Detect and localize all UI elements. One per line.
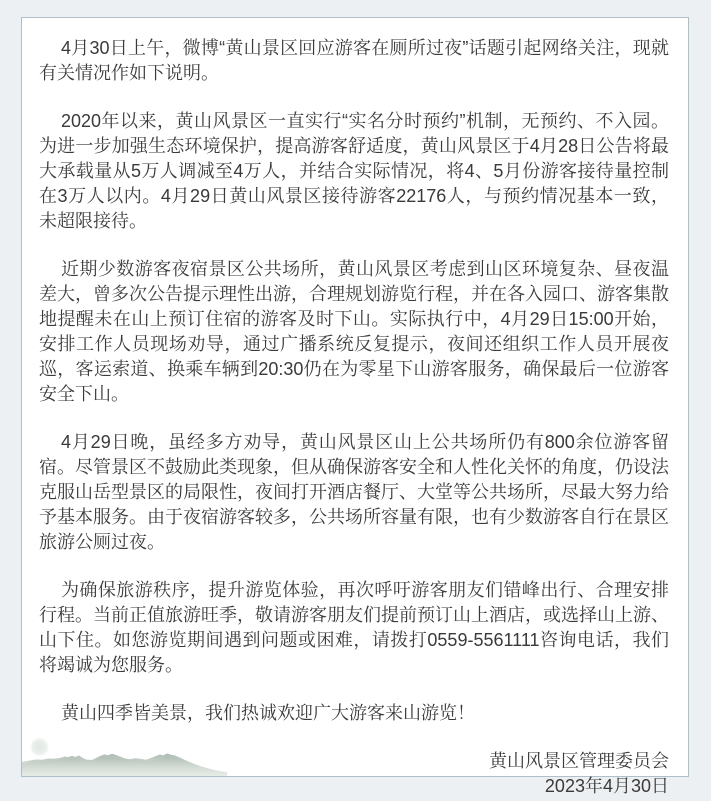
announcement-paragraph: 2020年以来，黄山风景区一直实行“实名分时预约”机制，无预约、不入园。为进一步加强生态环境保护，提高游客舒适度，黄山风景区于4月28日公告将最大承载量从5万人调减至4万人，并结合实际情况，将4、5月份游客接待量控制在3万人以内。4月29日黄山风景区接待游客22176人，与预约情况基本一致，未超限接待。 xyxy=(39,111,669,231)
announcement-paragraph: 近期少数游客夜宿景区公共场所，黄山风景区考虑到山区环境复杂、昼夜温差大，曾多次公告提示理性出游，合理规划游览行程，并在各入园口、游客集散地提醒未在山上预订住宿的游客及时下山。实际执行中，4月29日15:00开始，安排工作人员现场劝导，通过广播系统反复提示，夜间还组织工作人员开展夜巡，客运索道、换乘车辆到20:30仍在为零星下山游客服务，确保最后一位游客安全下山。 xyxy=(39,259,669,404)
signature-org: 黄山风景区管理委员会 xyxy=(489,751,669,771)
announcement-paragraph: 4月30日上午，微博“黄山景区回应游客在厕所过夜”话题引起网络关注，现就有关情况作如下说明。 xyxy=(39,38,669,83)
announcement-panel xyxy=(21,17,689,796)
announcement-paragraph: 黄山四季皆美景，我们热诚欢迎广大游客来山游览！ xyxy=(61,703,475,723)
announcement-paragraph: 为确保旅游秩序，提升游览体验，再次呼吁游客朋友们错峰出行、合理安排行程。当前正值旅游旺季，敬请游客朋友们提前预订山上酒店，或选择山上游、山下住。如您游览期间遇到问题或困难，请拨打0559-5561111咨询电话，我们将竭诚为您服务。 xyxy=(39,580,669,675)
signature-date: 2023年4月30日 xyxy=(544,776,669,796)
signature-block xyxy=(39,749,669,799)
announcement-paragraph: 4月29日晚，虽经多方劝导，黄山风景区山上公共场所仍有800余位游客留宿。尽管景区不鼓励此类现象，但从确保游客安全和人性化关怀的角度，仍设法克服山岳型景区的局限性，夜间打开酒店餐厅、大堂等公共场所，尽最大努力给予基本服务。由于夜宿游客较多，公共场所容量有限，也有少数游客自行在景区旅游公厕过夜。 xyxy=(39,432,669,552)
